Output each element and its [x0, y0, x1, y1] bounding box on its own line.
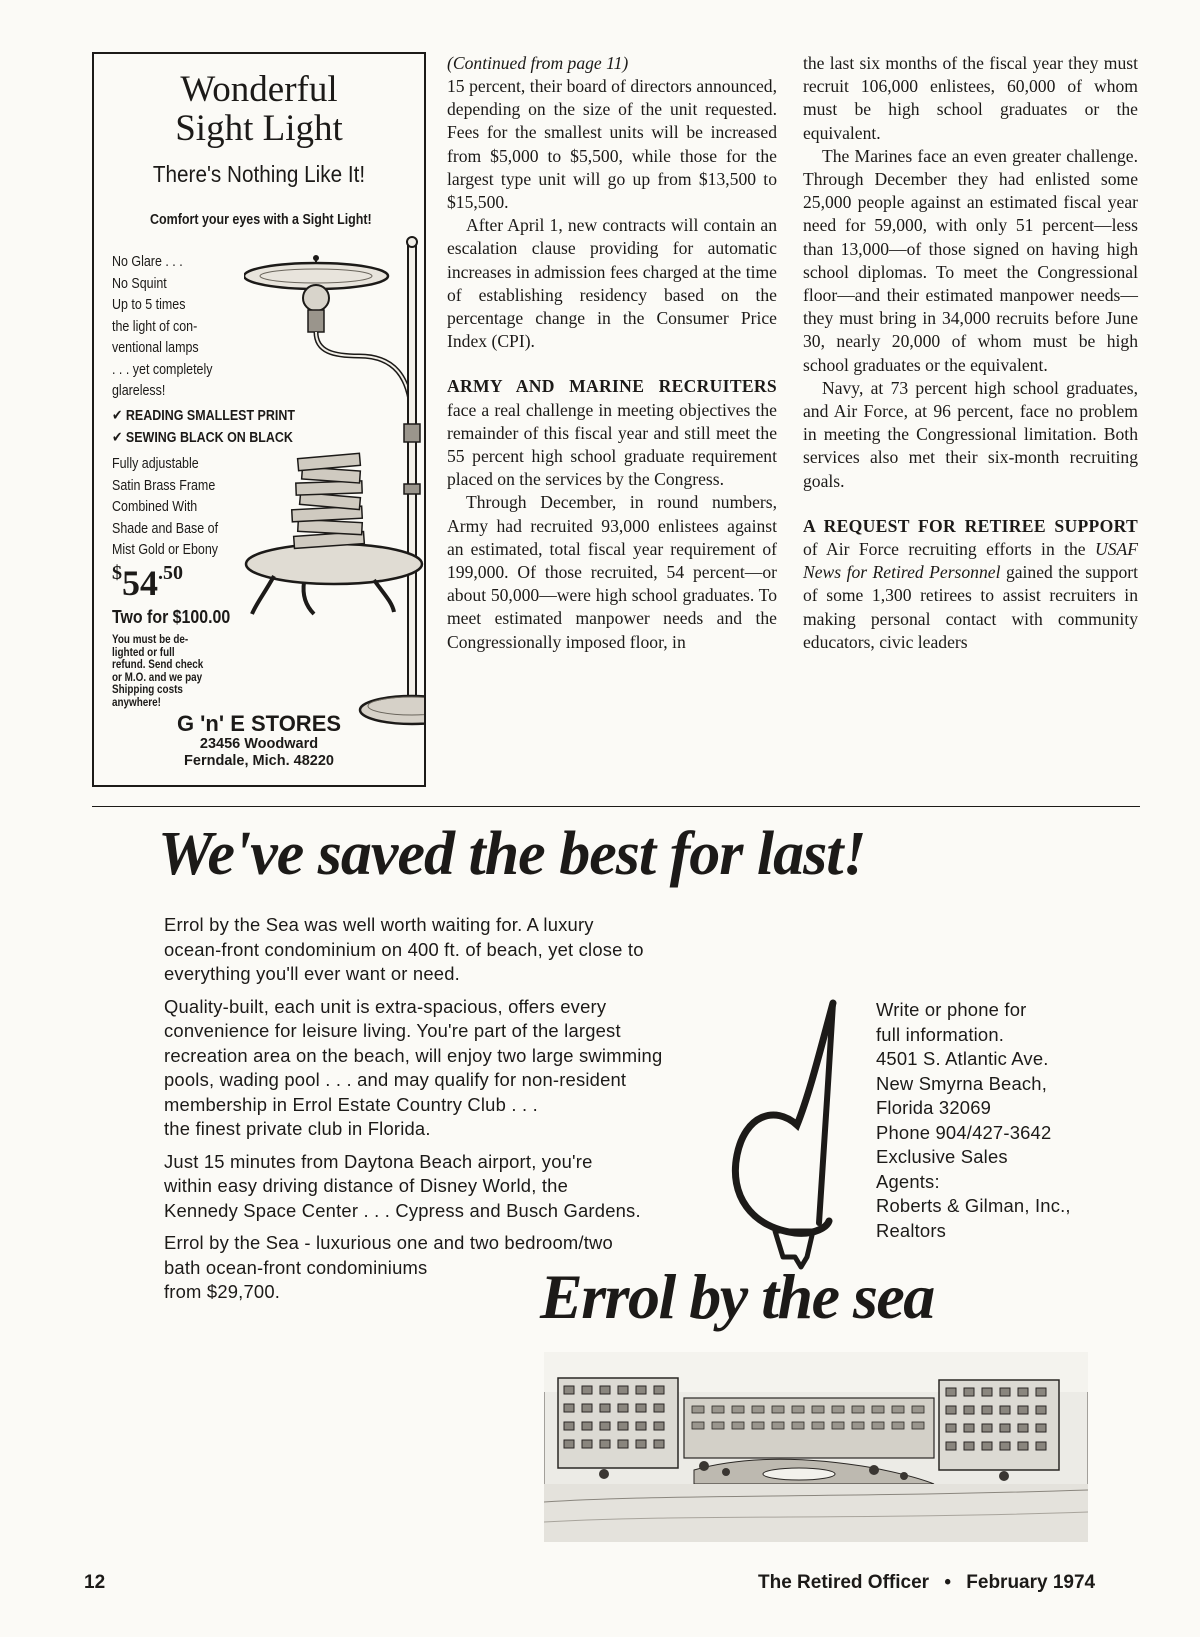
feature-line: No Glare . . .: [112, 254, 183, 270]
errol-line: within easy driving distance of Disney World, the: [164, 1175, 569, 1196]
publication-name: The Retired Officer: [758, 1572, 930, 1593]
errol-contact: [876, 998, 1071, 1243]
section-divider: [92, 806, 1140, 807]
article-paragraph: After April 1, new contracts will contain an escalation clause providing for automatic increases in admission fees charged at the time of establishing residency based on the percentage change in the Consumer Price Index (CPI).: [447, 215, 777, 352]
errol-paragraph: [164, 995, 662, 1142]
article-paragraph: 15 percent, their board of directors announced, depending on the size of the unit requested. Fees for the smallest units will be increased from $5,000 to $5,500, while those for the largest type unit will go up from $13,500 to $15,500.: [447, 76, 777, 213]
errol-line: convenience for leisure living. You're part of the largest: [164, 1020, 621, 1041]
footer-bullet: •: [944, 1572, 951, 1593]
condominium-illustration: [544, 1352, 1088, 1542]
article-paragraph: Through December, in round numbers, Army had recruited 93,000 enlistees against an estimated, total fiscal year requirement of 199,000. Of those recruited, 54 percent—or about 50,000—were high school graduates. To meet estimated manpower needs and the Congressionally imposed floor, in: [447, 492, 777, 652]
check-mark-icon: ✔: [112, 429, 126, 446]
ad-checklist: [112, 406, 295, 449]
guarantee-line: anywhere!: [112, 696, 161, 709]
check-item: ✔ SEWING BLACK ON BLACK: [112, 429, 293, 446]
guarantee-line: Shipping costs: [112, 684, 183, 696]
store-info: [94, 712, 424, 770]
detail-line: Satin Brass Frame: [112, 477, 216, 494]
store-address-street: 23456 Woodward: [199, 736, 319, 752]
guarantee-line: or M.O. and we pay: [112, 671, 203, 684]
ad-offer: Two for $100.00: [112, 606, 231, 627]
floor-lamp-illustration: [244, 234, 424, 734]
section-lead: ARMY AND MARINE RECRUITERS: [447, 376, 777, 397]
section-lead: A REQUEST FOR RETIREE SUPPORT: [803, 515, 1138, 536]
errol-line: Kennedy Space Center . . . Cypress and Busch Gardens.: [164, 1199, 641, 1221]
price-cents: .50: [158, 562, 183, 584]
contact-line: Agents:: [876, 1170, 940, 1192]
article-column-1: [447, 52, 777, 654]
detail-line: Combined With: [112, 499, 198, 515]
ad-price: [112, 562, 183, 604]
detail-line: Fully adjustable: [112, 456, 199, 472]
errol-headline: We've saved the best for last!: [158, 820, 866, 888]
errol-line: pools, wading pool . . . and may qualify for non-resident: [164, 1069, 627, 1090]
detail-line: Mist Gold or Ebony: [112, 542, 219, 558]
ad-details: [112, 454, 218, 562]
contact-line: Florida 32069: [876, 1097, 992, 1118]
errol-line: Quality-built, each unit is extra-spacious, offers every: [164, 995, 607, 1017]
article-column-2: [803, 52, 1138, 654]
detail-line: Shade and Base of: [112, 520, 219, 537]
errol-paragraph: [164, 913, 662, 987]
store-name: G 'n' E STORES: [176, 711, 342, 736]
sailboat-logo-icon: [715, 995, 865, 1295]
contact-line: Realtors: [876, 1219, 947, 1241]
article-paragraph: ARMY AND MARINE RECRUITERS face a real challenge in meeting objectives the remainder of this fiscal year and still meet the 55 percent high school graduate requirement placed on the services by the Congress.: [447, 376, 777, 490]
contact-line: Write or phone for: [876, 999, 1027, 1020]
errol-line: Errol by the Sea - luxurious one and two bedroom/two: [164, 1232, 613, 1253]
contact-line: Phone 904/427-3642: [876, 1121, 1052, 1143]
guarantee-line: refund. Send check: [112, 659, 204, 671]
errol-logo-text: Errol by the sea: [540, 1261, 934, 1332]
price-dollars: 54: [122, 563, 158, 603]
running-footer: [758, 1572, 1095, 1594]
contact-line: Exclusive Sales: [876, 1146, 1008, 1167]
contact-line: Roberts & Gilman, Inc.,: [876, 1195, 1071, 1216]
errol-line: Just 15 minutes from Daytona Beach airport, you're: [164, 1150, 593, 1172]
errol-line: membership in Errol Estate Country Club . . .: [164, 1093, 538, 1115]
errol-line: recreation area on the beach, will enjoy two large swimming: [164, 1044, 663, 1066]
publication-title: USAF News for Retired Personnel: [803, 539, 1138, 583]
ad-features: [112, 252, 212, 403]
contact-line: New Smyrna Beach,: [876, 1072, 1048, 1094]
errol-line: the finest private club in Florida.: [164, 1118, 431, 1139]
ad-subtitle: There's Nothing Like It!: [152, 161, 366, 187]
article-paragraph: Navy, at 73 percent high school graduates, and Air Force, at 96 percent, face no problem in meeting the Congressional limitation. Both services also met their six-month recruiting goals.: [803, 377, 1138, 491]
article-paragraph: The Marines face an even greater challenge. Through December they had enlisted some 25,000 people against an estimated fiscal year need for 59,000, with only 51 percent—less than 13,000—of those signed on having high school diplomas. To meet the Congressional floor—and their estimated manpower needs—they must bring in 34,000 recruits before June 30, nearly 20,000 of whom must be high school graduates or the equivalent.: [803, 145, 1138, 375]
feature-line: ventional lamps: [112, 340, 199, 356]
feature-line: No Squint: [112, 275, 167, 292]
feature-line: glareless!: [112, 383, 166, 399]
article-paragraph: the last six months of the fiscal year they must recruit 106,000 enlistees, 60,000 of whom must be high school graduates or the equivalent.: [803, 53, 1138, 143]
ad-title-line2: Sight Light: [175, 108, 343, 149]
guarantee-line: lighted or full: [112, 646, 175, 659]
price-symbol: $: [112, 562, 122, 584]
ad-title: [94, 70, 424, 148]
errol-body: [164, 913, 662, 1305]
guarantee-line: You must be de-: [112, 634, 189, 646]
feature-line: . . . yet completely: [112, 361, 213, 378]
article-paragraph: A REQUEST FOR RETIREE SUPPORT of Air Force recruiting efforts in the USAF News for Retired Personnel gained the support of some 1,300 retirees to assist recruiters in making personal contact with community educators, civic leaders: [803, 515, 1139, 652]
errol-line: ocean-front condominium on 400 ft. of beach, yet close to: [164, 938, 644, 960]
page-number: 12: [84, 1572, 106, 1593]
issue-date: February 1974: [966, 1572, 1096, 1593]
contact-line: full information.: [876, 1023, 1005, 1045]
ad-tagline: Comfort your eyes with a Sight Light!: [150, 212, 372, 228]
errol-line: from $29,700.: [164, 1281, 281, 1302]
sight-light-ad: [92, 52, 426, 787]
store-address-city: Ferndale, Mich. 48220: [184, 753, 334, 769]
errol-line: Errol by the Sea was well worth waiting for. A luxury: [164, 914, 594, 935]
feature-line: Up to 5 times: [112, 297, 186, 313]
ad-guarantee: [112, 634, 203, 709]
feature-line: the light of con-: [112, 318, 198, 335]
continued-note: (Continued from page 11): [447, 53, 629, 73]
check-item: ✔ READING SMALLEST PRINT: [112, 408, 295, 424]
check-mark-icon: ✔: [112, 408, 126, 424]
errol-paragraph: [164, 1150, 662, 1224]
errol-line: bath ocean-front condominiums: [164, 1256, 428, 1278]
errol-line: everything you'll ever want or need.: [164, 963, 460, 984]
contact-line: 4501 S. Atlantic Ave.: [876, 1048, 1049, 1069]
ad-title-line1: Wonderful: [180, 69, 338, 110]
